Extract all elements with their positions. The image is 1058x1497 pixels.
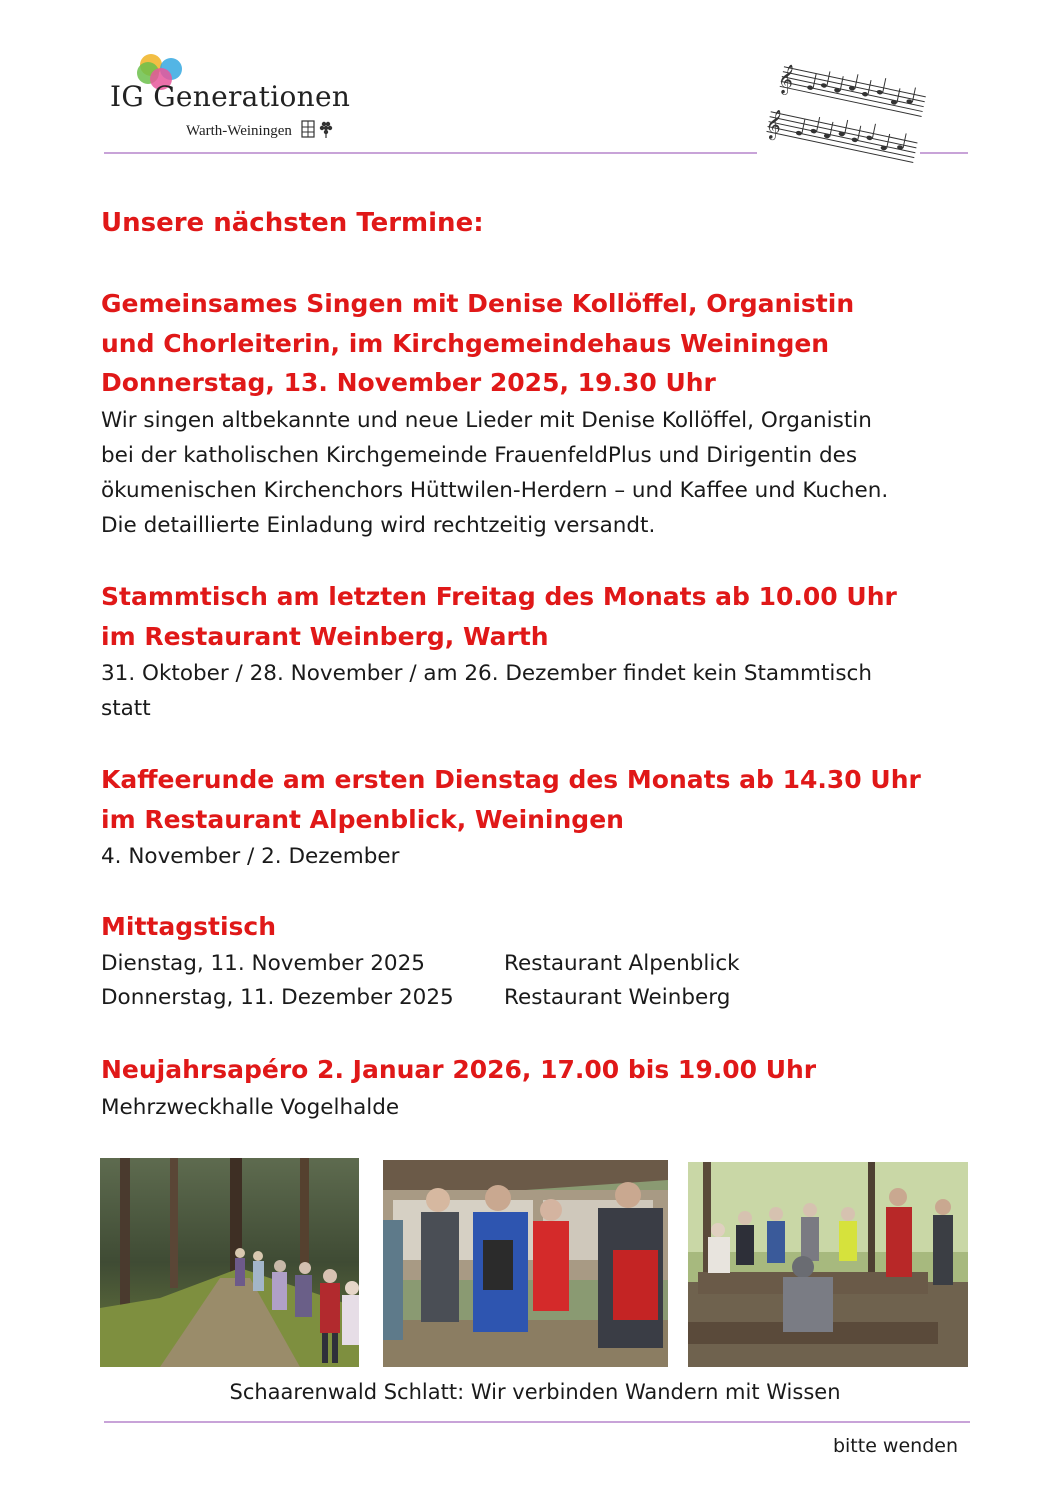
- event-body-line: 4. November / 2. Dezember: [101, 844, 400, 869]
- logo-name: Generationen: [153, 80, 351, 113]
- mittagstisch-place: Restaurant Weinberg: [504, 984, 731, 1010]
- event-title-line: Stammtisch am letzten Freitag des Monats ab 10.00 Uhr: [101, 582, 897, 611]
- mittagstisch-place: Restaurant Alpenblick: [504, 950, 740, 976]
- event-title-line: Gemeinsames Singen mit Denise Kollöffel, Organistin: [101, 289, 855, 318]
- event-kaffeerunde: [101, 760, 921, 874]
- event-neujahrsapero: [101, 1050, 816, 1125]
- neujahr-location: Mehrzweckhalle Vogelhalde: [101, 1094, 400, 1120]
- logo-title: [110, 80, 350, 113]
- event-body-line: Die detaillierte Einladung wird rechtzeitig versandt.: [101, 512, 656, 538]
- music-notes-illustration: [755, 62, 935, 182]
- photo-caption: Schaarenwald Schlatt: Wir verbinden Wandern mit Wissen: [229, 1380, 841, 1404]
- mittagstisch-title: Mittagstisch: [101, 912, 277, 941]
- footer-divider: [104, 1421, 970, 1423]
- event-body-line: statt: [101, 696, 151, 721]
- event-mittagstisch: [101, 907, 740, 1015]
- turn-page-note: bitte wenden: [832, 1435, 958, 1457]
- event-stammtisch: [101, 577, 897, 726]
- event-title-line: und Chorleiterin, im Kirchgemeindehaus Weiningen: [101, 328, 830, 358]
- mittagstisch-date: Dienstag, 11. November 2025: [101, 950, 425, 976]
- logo-subtitle-text: Warth-Weiningen: [186, 123, 292, 139]
- event-body-line: 31. Oktober / 28. November / am 26. Dezember findet kein Stammtisch: [101, 661, 873, 686]
- mittagstisch-date: Donnerstag, 11. Dezember 2025: [101, 984, 454, 1010]
- page-title: Unsere nächsten Termine:: [101, 208, 484, 238]
- info-board-group-photo: [383, 1160, 668, 1367]
- event-body-line: ökumenischen Kirchenchors Hüttwilen-Herdern – und Kaffee und Kuchen.: [101, 477, 889, 503]
- header-divider-right: [920, 152, 968, 154]
- neujahr-title: Neujahrsapéro 2. Januar 2026, 17.00 bis 19.00 Uhr: [101, 1055, 817, 1084]
- header-divider-left: [104, 152, 757, 154]
- mittagstisch-row: [101, 981, 740, 1015]
- logo-prefix: IG: [110, 80, 145, 113]
- svg-text:𝄞: 𝄞: [763, 108, 785, 141]
- picnic-table-group-photo: [688, 1162, 968, 1367]
- event-title-line: im Restaurant Weinberg, Warth: [101, 621, 549, 651]
- event-date: Donnerstag, 13. November 2025, 19.30 Uhr: [101, 368, 716, 397]
- event-singen: [101, 284, 888, 543]
- mittagstisch-row: [101, 947, 740, 981]
- forest-hike-photo: [100, 1158, 359, 1367]
- svg-text:𝄞: 𝄞: [775, 63, 797, 96]
- event-title-line: im Restaurant Alpenblick, Weiningen: [101, 804, 624, 834]
- logo-subtitle: [186, 118, 336, 140]
- event-title-line: Kaffeerunde am ersten Dienstag des Monats ab 14.30 Uhr: [101, 765, 921, 794]
- event-body-line: bei der katholischen Kirchgemeinde FrauenfeldPlus und Dirigentin des: [101, 442, 858, 468]
- coat-of-arms-icon: [300, 118, 336, 140]
- logo: [110, 50, 370, 150]
- event-body-line: Wir singen altbekannte und neue Lieder mit Denise Kollöffel, Organistin: [101, 407, 872, 433]
